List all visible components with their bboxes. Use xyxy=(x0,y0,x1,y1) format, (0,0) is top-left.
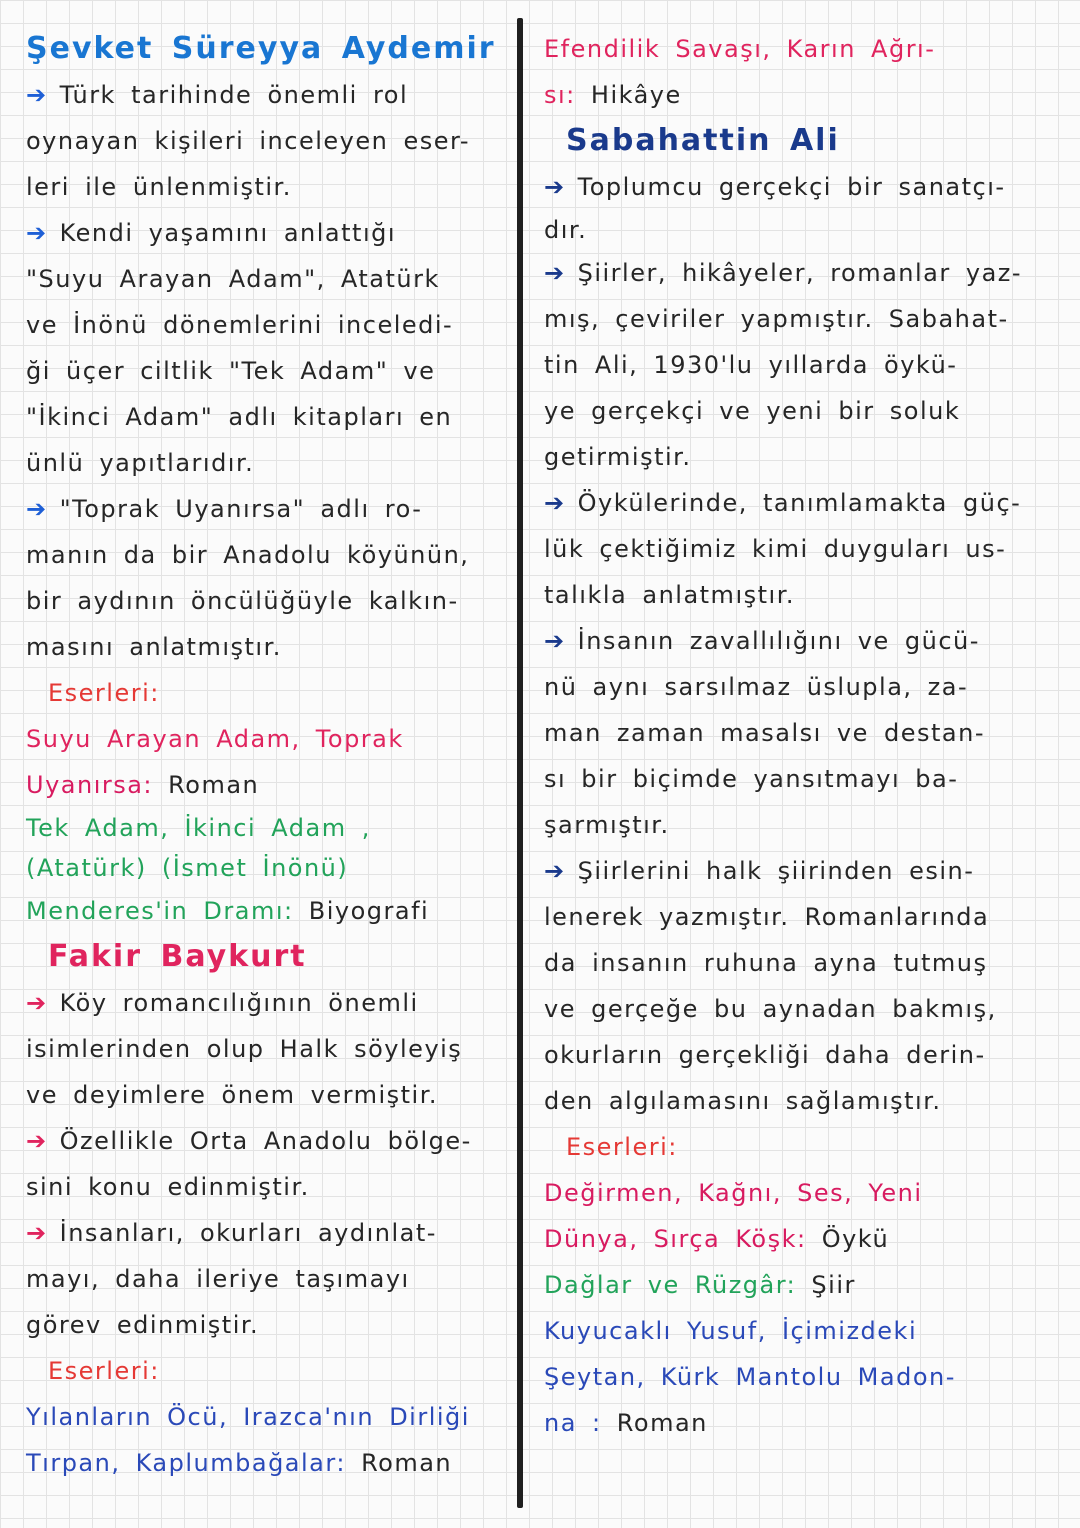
text-line: ve İnönü dönemlerini inceledi- xyxy=(26,311,454,339)
works-label: Eserleri: xyxy=(48,1357,160,1385)
text-line: "İkinci Adam" adlı kitapları en xyxy=(26,403,453,431)
works-type: Roman xyxy=(361,1449,453,1477)
works-label: Eserleri: xyxy=(48,679,160,707)
works-line: Kuyucaklı Yusuf, İçimizdeki xyxy=(544,1317,918,1345)
text-line xyxy=(544,618,1049,664)
works-label: Eserleri: xyxy=(566,1133,678,1161)
arrow-right-icon: ➔ xyxy=(26,81,48,109)
text-line: ve deyimlere önem vermiştir. xyxy=(26,1081,439,1109)
arrow-right-icon: ➔ xyxy=(544,857,566,885)
text-line xyxy=(26,1118,512,1164)
arrow-right-icon: ➔ xyxy=(26,1127,48,1155)
text-line: mayı, daha ileriye taşımayı xyxy=(26,1265,410,1293)
works-line: Şeytan, Kürk Mantolu Madon- xyxy=(544,1363,956,1391)
text-line: ve gerçeğe bu aynadan bakmış, xyxy=(544,995,997,1023)
text-span: Şiirler, hikâyeler, romanlar yaz- xyxy=(577,259,1023,287)
text-line: manın da bir Anadolu köyünün, xyxy=(26,541,470,569)
works-line xyxy=(544,1262,1049,1308)
text-span: İnsanın zavallılığını ve gücü- xyxy=(577,627,980,655)
text-line: lenerek yazmıştır. Romanlarında xyxy=(544,903,990,931)
arrow-right-icon: ➔ xyxy=(544,489,566,517)
works-line: Tek Adam, İkinci Adam , xyxy=(26,814,371,842)
works-line xyxy=(544,1400,1049,1446)
text-line: oynayan kişileri inceleyen eser- xyxy=(26,127,470,155)
text-line: isimlerinden olup Halk söyleyiş xyxy=(26,1035,463,1063)
text-line xyxy=(544,848,1049,894)
arrow-right-icon: ➔ xyxy=(544,259,566,287)
works-type: Şiir xyxy=(811,1271,856,1299)
heading-sevket-sureyya-aydemir: Şevket Süreyya Aydemir xyxy=(26,31,496,66)
works-type: Öykü xyxy=(821,1225,890,1253)
text-line xyxy=(26,210,512,256)
text-line: talıkla anlatmıştır. xyxy=(544,581,795,609)
works-line xyxy=(26,762,512,808)
text-line: lük çektiğimiz kimi duyguları us- xyxy=(544,535,1007,563)
right-column xyxy=(544,26,1049,1446)
works-type: Hikâye xyxy=(590,81,682,109)
text-line: sini konu edinmiştir. xyxy=(26,1173,310,1201)
text-line xyxy=(544,480,1049,526)
works-type: Biyografi xyxy=(308,897,430,925)
arrow-right-icon: ➔ xyxy=(26,495,48,523)
text-span: Özellikle Orta Anadolu bölge- xyxy=(59,1127,472,1155)
heading-fakir-baykurt: Fakir Baykurt xyxy=(48,939,307,974)
text-line: okurların gerçekliği daha derin- xyxy=(544,1041,986,1069)
works-titles: Uyanırsa: xyxy=(26,771,154,799)
works-line: Yılanların Öcü, Irazca'nın Dirliği xyxy=(26,1403,470,1431)
arrow-right-icon: ➔ xyxy=(544,173,566,201)
text-line: mış, çeviriler yapmıştır. Sabahat- xyxy=(544,305,1009,333)
works-line: (Atatürk) (İsmet İnönü) xyxy=(26,854,349,882)
text-line: getirmiştir. xyxy=(544,443,692,471)
works-type: Roman xyxy=(616,1409,708,1437)
arrow-right-icon: ➔ xyxy=(544,627,566,655)
text-line: dır. xyxy=(544,216,588,244)
text-line xyxy=(26,1210,512,1256)
text-line xyxy=(26,980,512,1026)
works-titles: Tırpan, Kaplumbağalar: xyxy=(26,1449,346,1477)
text-line xyxy=(26,72,512,118)
text-line: den algılamasını sağlamıştır. xyxy=(544,1087,942,1115)
works-titles: Dağlar ve Rüzgâr: xyxy=(544,1271,797,1299)
text-line: ği üçer ciltlik "Tek Adam" ve xyxy=(26,357,436,385)
text-line: "Suyu Arayan Adam", Atatürk xyxy=(26,265,440,293)
text-line: masını anlatmıştır. xyxy=(26,633,282,661)
text-line: nü aynı sarsılmaz üslupla, za- xyxy=(544,673,969,701)
arrow-right-icon: ➔ xyxy=(26,1219,48,1247)
column-divider xyxy=(517,18,523,1508)
works-line xyxy=(544,1216,1049,1262)
works-titles: na : xyxy=(544,1409,602,1437)
text-line: sı bir biçimde yansıtmayı ba- xyxy=(544,765,959,793)
works-line xyxy=(26,1440,512,1486)
text-line: ünlü yapıtlarıdır. xyxy=(26,449,255,477)
text-line: ye gerçekçi ve yeni bir soluk xyxy=(544,397,961,425)
text-span: İnsanları, okurları aydınlat- xyxy=(59,1219,437,1247)
left-column xyxy=(26,26,512,1486)
text-span: Köy romancılığının önemli xyxy=(59,989,419,1017)
text-line xyxy=(544,250,1049,296)
text-span: Öykülerinde, tanımlamakta güç- xyxy=(577,489,1022,517)
text-line: da insanın ruhuna ayna tutmuş xyxy=(544,949,988,977)
works-titles: Dünya, Sırça Köşk: xyxy=(544,1225,807,1253)
text-line: görev edinmiştir. xyxy=(26,1311,260,1339)
works-line xyxy=(26,888,512,934)
works-line: Efendilik Savaşı, Karın Ağrı- xyxy=(544,35,936,63)
text-span: Şiirlerini halk şiirinden esin- xyxy=(577,857,975,885)
arrow-right-icon: ➔ xyxy=(26,219,48,247)
text-span: "Toprak Uyanırsa" adlı ro- xyxy=(59,495,423,523)
text-line: tin Ali, 1930'lu yıllarda öykü- xyxy=(544,351,958,379)
text-line: şarmıştır. xyxy=(544,811,670,839)
text-line: bir aydının öncülüğüyle kalkın- xyxy=(26,587,459,615)
arrow-right-icon: ➔ xyxy=(26,989,48,1017)
text-span: Türk tarihinde önemli rol xyxy=(59,81,409,109)
works-titles: sı: xyxy=(544,81,576,109)
text-line xyxy=(544,164,1049,210)
works-titles: Menderes'in Dramı: xyxy=(26,897,294,925)
works-type: Roman xyxy=(168,771,260,799)
works-line: Suyu Arayan Adam, Toprak xyxy=(26,725,404,753)
text-line: man zaman masalsı ve destan- xyxy=(544,719,986,747)
text-span: Toplumcu gerçekçi bir sanatçı- xyxy=(577,173,1006,201)
works-line xyxy=(544,72,1049,118)
works-line: Değirmen, Kağnı, Ses, Yeni xyxy=(544,1179,923,1207)
text-span: Kendi yaşamını anlattığı xyxy=(59,219,397,247)
heading-sabahattin-ali: Sabahattin Ali xyxy=(566,123,840,158)
text-line: leri ile ünlenmiştir. xyxy=(26,173,292,201)
text-line xyxy=(26,486,512,532)
